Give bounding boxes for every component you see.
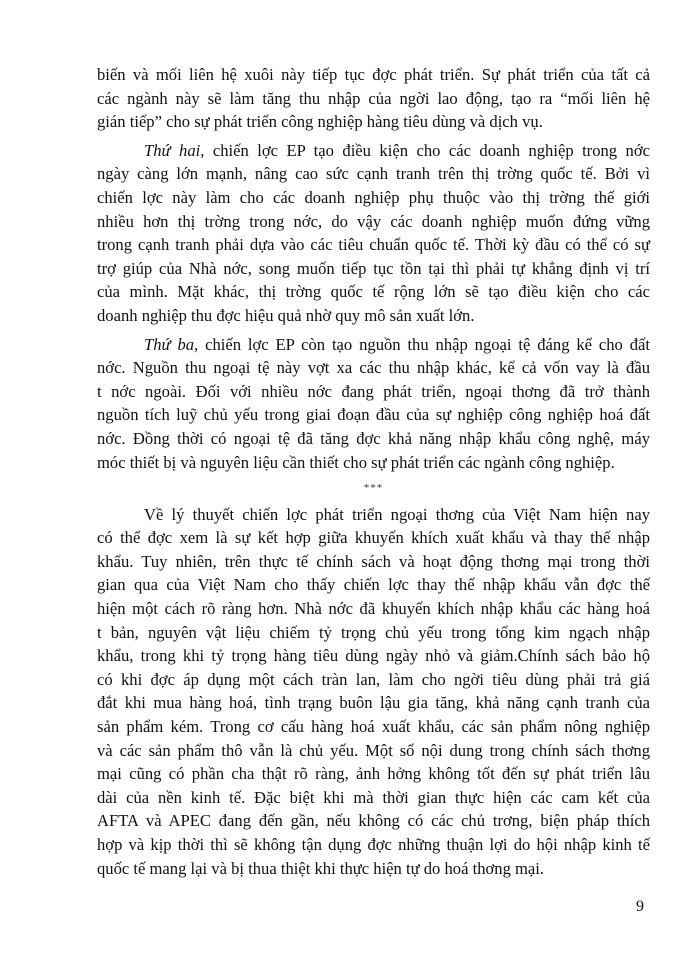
text-line <box>97 380 650 404</box>
text-line <box>97 597 650 621</box>
line-text: nớc. Nguồn thu ngoại tệ này vợt xa các thu nhập khác, kể cả vốn vay là đầu <box>97 358 650 378</box>
line-text: t nớc ngoài. Đối với nhiều nớc đang phát triển, ngoại thơng đã trở thành <box>97 381 650 401</box>
line-text: Về lý thuyết chiến lợc phát triển ngoại thơng của Việt Nam hiện nay <box>144 504 650 524</box>
line-text: mại cũng có phần cha thật rõ ràng, ảnh hởng không tốt đến sự phát triển lâu <box>97 764 650 784</box>
line-text: chiến lợc EP còn tạo nguồn thu nhập ngoại tệ đáng kể cho đất <box>198 334 651 354</box>
text-line <box>97 809 650 833</box>
line-text: của mình. Mặt khác, thị trờng quốc tế rộng lớn sẽ tạo điều kiện cho các <box>97 282 650 302</box>
text-line <box>97 210 650 234</box>
line-text: nớc. Đồng thời có ngoại tệ đã tăng đợc khả năng nhập khẩu công nghệ, máy <box>97 428 650 448</box>
text-line <box>97 403 650 427</box>
line-text: trợ giúp của Nhà nớc, song muốn tiếp tục tồn tại thì phải tự khẳng định vị trí <box>97 258 650 278</box>
text-line <box>97 786 650 810</box>
section-separator: *** <box>363 482 384 495</box>
text-line <box>97 87 650 111</box>
text-line <box>97 739 650 763</box>
line-text: có khi đợc áp dụng một cách tràn lan, làm cho ngời tiêu dùng phải trả giá <box>97 669 650 689</box>
text-line <box>97 257 650 281</box>
line-text: t bản, nguyên vật liệu chiếm tỷ trọng chủ yếu trong tổng kim ngạch nhập <box>97 622 650 642</box>
text-line <box>97 333 650 357</box>
text-line <box>97 573 650 597</box>
text-line <box>97 621 650 645</box>
page-number: 9 <box>636 898 644 915</box>
text-line <box>97 715 650 739</box>
paragraph <box>97 139 650 328</box>
text-line <box>97 233 650 257</box>
line-text: AFTA và APEC đang đến gần, nếu không có các chủ trơng, biện pháp thích <box>97 811 650 831</box>
paragraph <box>97 333 650 475</box>
paragraph-lead: Thứ hai, <box>144 140 205 160</box>
text-line <box>97 644 650 668</box>
text-line <box>97 110 650 134</box>
line-text: gián tiếp” cho sự phát triển công nghiệp hàng tiêu dùng và dịch vụ. <box>97 112 543 132</box>
line-text: nguồn tích luỹ chủ yếu trong giai đoạn đầu của sự nghiệp công nghiệp hoá đất <box>97 405 650 425</box>
line-text: các ngành này sẽ làm tăng thu nhập của ngời lao động, tạo ra “mối liên hệ <box>97 88 650 108</box>
text-line <box>97 550 650 574</box>
line-text: hiện một cách rõ ràng hơn. Nhà nớc đã khuyến khích nhập khẩu các hàng hoá <box>97 599 650 619</box>
text-line <box>97 356 650 380</box>
text-line <box>97 63 650 87</box>
line-text: móc thiết bị và nguyên liệu cần thiết cho sự phát triển các ngành công nghiệp. <box>97 452 615 472</box>
text-line <box>97 304 650 328</box>
text-line <box>97 503 650 527</box>
text-line <box>97 762 650 786</box>
text-line <box>97 162 650 186</box>
line-text: và các sản phẩm thô vẫn là chủ yếu. Một số nội dung trong chính sách thơng <box>97 740 650 760</box>
text-line <box>97 451 650 475</box>
text-line <box>97 857 650 881</box>
text-line <box>97 668 650 692</box>
line-text: trong cạnh tranh phải dựa vào các tiêu chuẩn quốc tế. Thời kỳ đầu có thể có sự <box>97 235 650 255</box>
text-line <box>97 139 650 163</box>
line-text: quốc tế mang lại và bị thua thiệt khi thực hiện tự do hoá thơng mại. <box>97 858 545 878</box>
closing-paragraph <box>97 503 650 881</box>
text-line <box>97 526 650 550</box>
line-text: gian qua của Việt Nam cho thấy chiến lợc thay thế nhập khẩu vẫn đợc thể <box>97 575 650 595</box>
line-text: chiến lợc này làm cho các doanh nghiệp phụ thuộc vào thị trờng thế giới <box>97 187 650 207</box>
line-text: chiến lợc EP tạo điều kiện cho các doanh nghiệp trong nớc <box>204 140 650 160</box>
text-line <box>97 833 650 857</box>
line-text: ngày càng lớn mạnh, nâng cao sức cạnh tranh trên thị trờng quốc tế. Bởi vì <box>97 164 650 184</box>
line-text: doanh nghiệp thu đợc hiệu quả nhờ quy mô sản xuất lớn. <box>97 305 475 325</box>
text-line <box>97 186 650 210</box>
line-text: sản phẩm kém. Trong cơ cấu hàng hoá xuất khẩu, các sản phẩm nông nghiệp <box>97 717 650 737</box>
line-text: khẩu, trong khi tỷ trọng hàng tiêu dùng ngày nhỏ và giảm.Chính sách bảo hộ <box>97 646 650 666</box>
line-text: dài của nền kinh tế. Đặc biệt khi mà thời gian thực hiện các cam kết của <box>97 787 650 807</box>
text-line <box>97 427 650 451</box>
line-text: đắt khi mua hàng hoá, tình trạng buôn lậu gia tăng, khả năng cạnh tranh của <box>97 693 650 713</box>
line-text: biến và mối liên hệ xuôi này tiếp tục đợc phát triển. Sự phát triển của tất cả <box>97 65 650 84</box>
text-line <box>97 691 650 715</box>
line-text: hợp và kịp thời thì sẽ không tận dụng đợc những thuận lợi do hội nhập kinh tế <box>97 835 650 854</box>
paragraph <box>97 63 650 134</box>
text-line <box>97 280 650 304</box>
line-text: nhiều hơn thị trờng trong nớc, do vậy các doanh nghiệp muốn đứng vững <box>97 211 650 231</box>
line-text: có thể đợc xem là sự kết hợp giữa khuyến khích xuất khẩu và thay thế nhập <box>97 528 650 548</box>
line-text: khẩu. Tuy nhiên, trên thực tế chính sách và hoạt động thơng mại trong thời <box>97 551 650 571</box>
document-body <box>97 63 650 885</box>
paragraph-lead: Thứ ba, <box>144 334 199 354</box>
